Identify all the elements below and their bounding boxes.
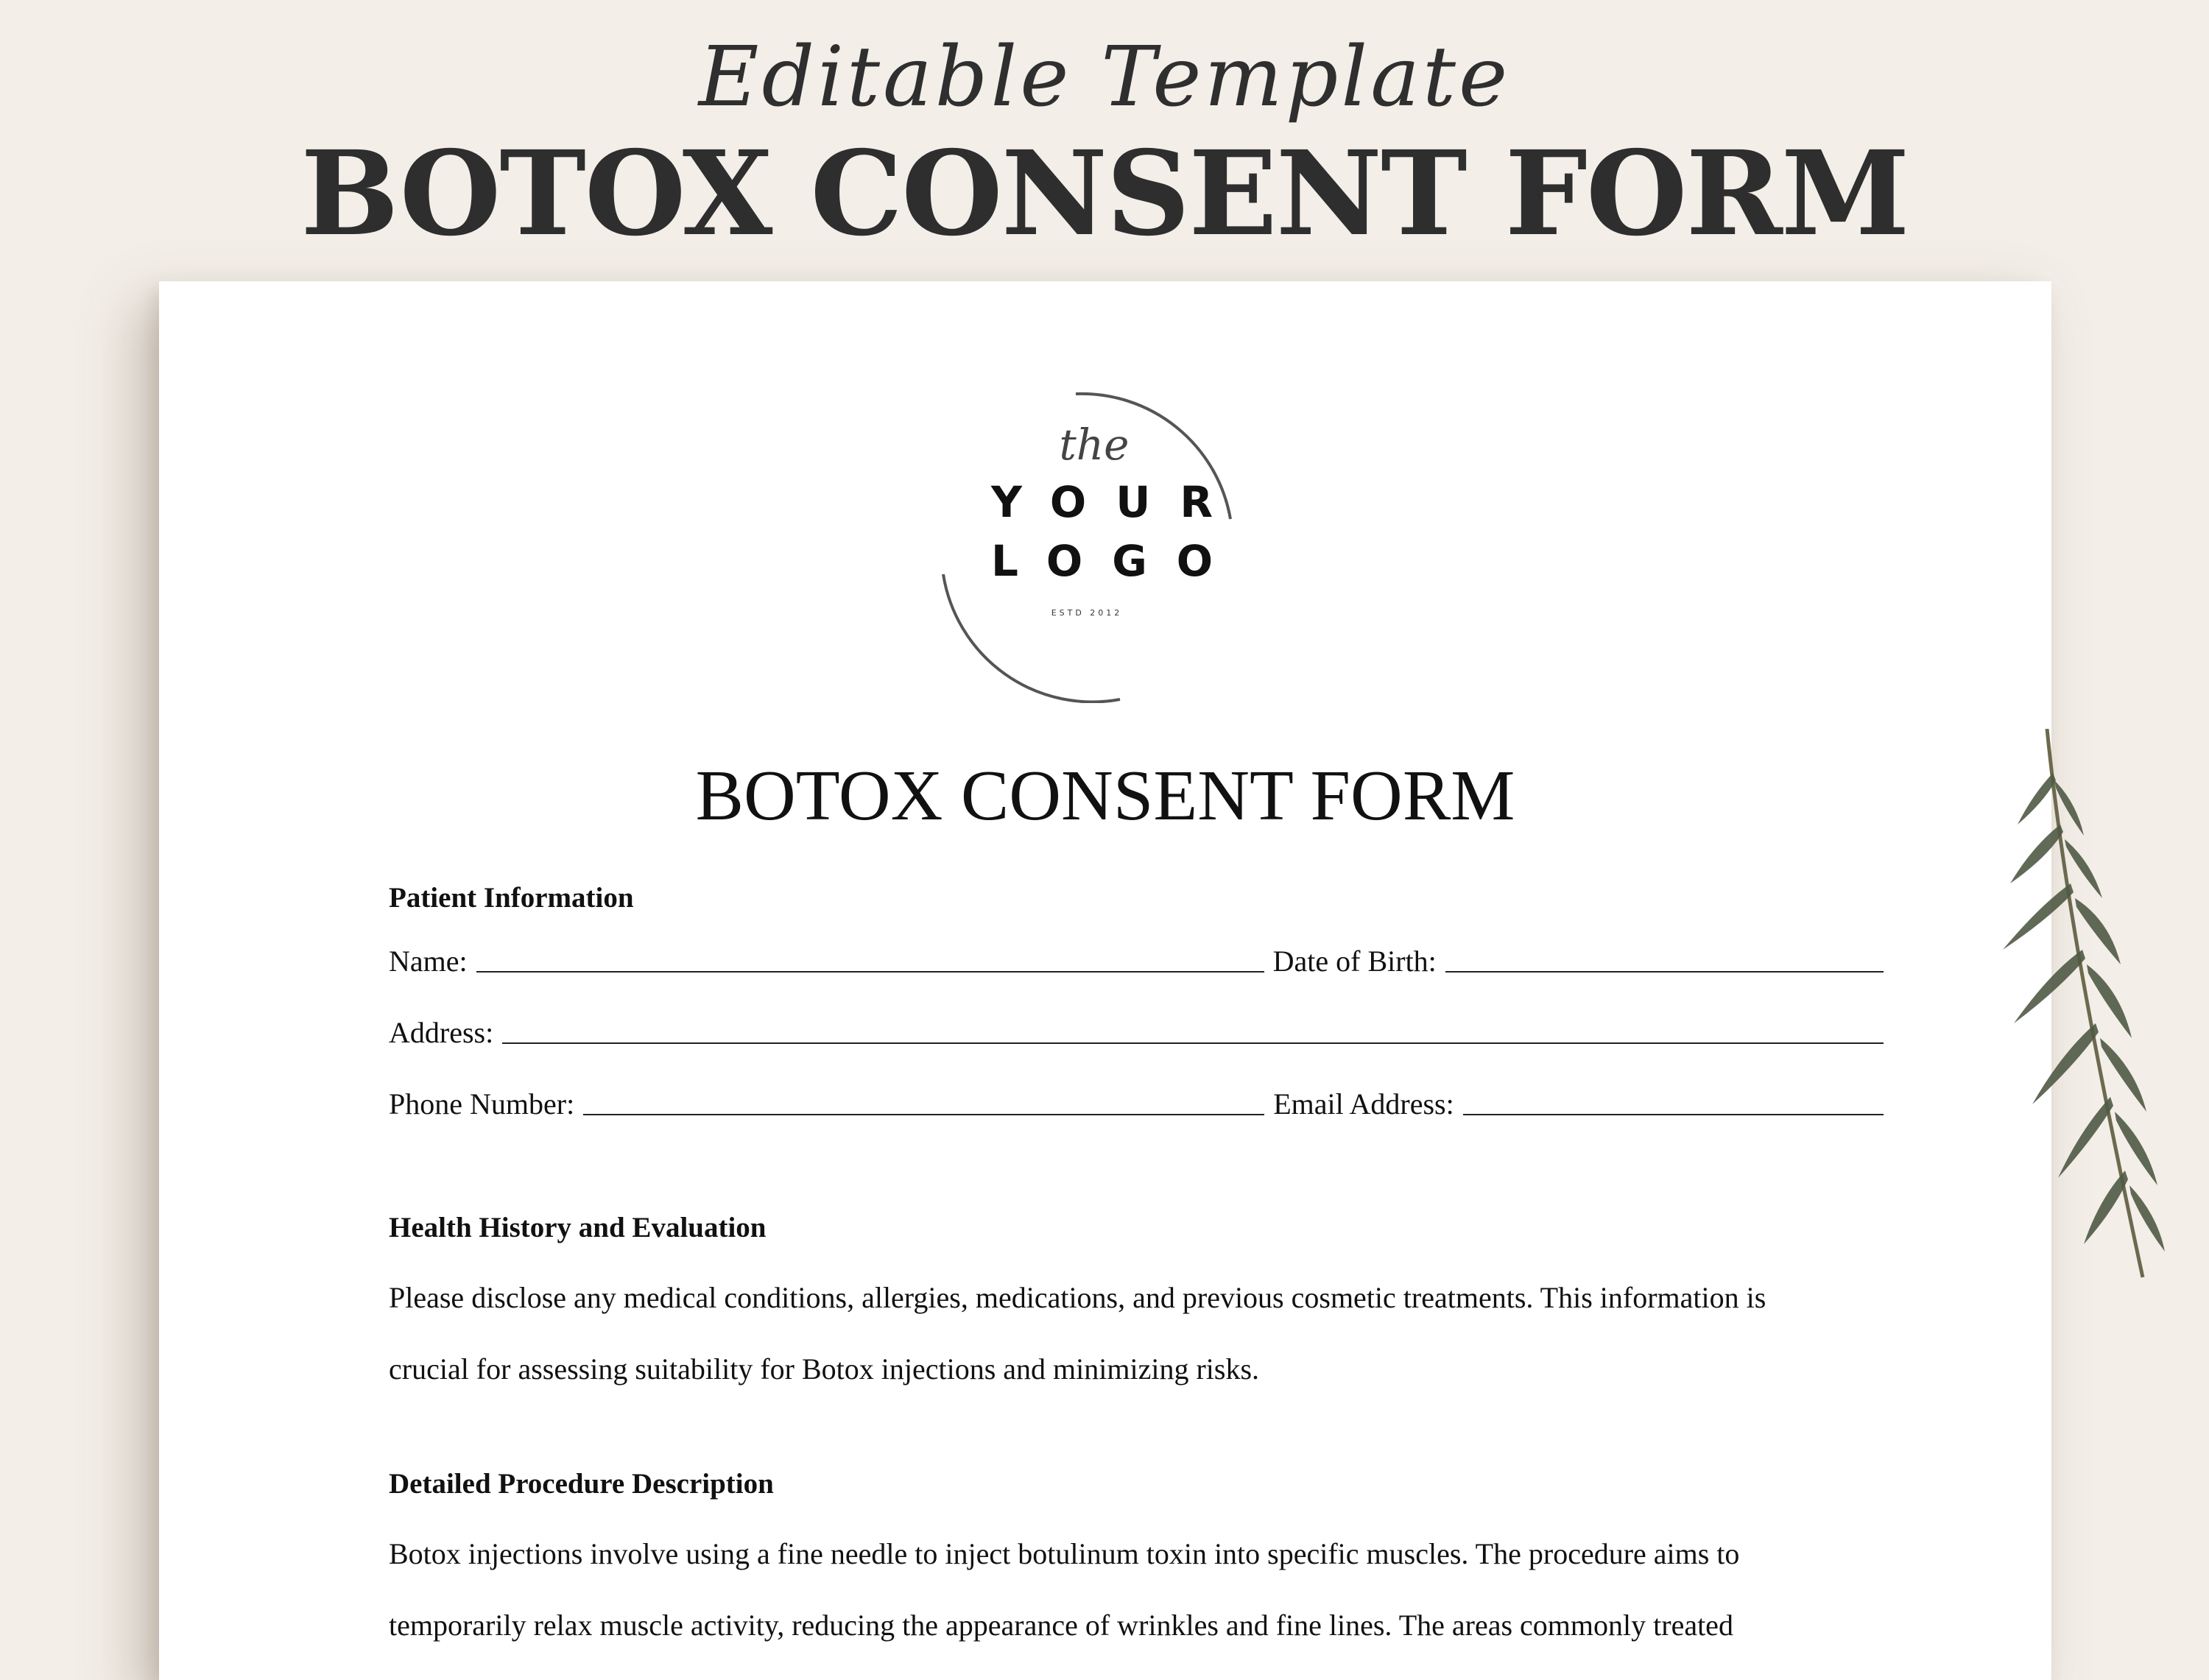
health-history-line-1: Please disclose any medical conditions, allergies, medications, and previous cosmetic treatments. This information is: [389, 1281, 1766, 1314]
logo: [940, 390, 1243, 703]
banner-title: BOTOX CONSENT FORM: [300, 126, 1909, 262]
email-field[interactable]: [1463, 1092, 1884, 1115]
health-history-line-2: crucial for assessing suitability for Botox injections and minimizing risks.: [389, 1352, 1260, 1386]
procedure-heading: Detailed Procedure Description: [389, 1468, 774, 1500]
name-dob-row: [389, 944, 1884, 978]
phone-field[interactable]: [583, 1092, 1264, 1115]
health-history-heading: Health History and Evaluation: [389, 1212, 767, 1243]
document-page: [159, 281, 2051, 1680]
procedure-line-2: temporarily relax muscle activity, reducing the appearance of wrinkles and fine lines. The areas commonly treated: [389, 1609, 1733, 1642]
phone-email-row: [389, 1087, 1884, 1121]
document-title: BOTOX CONSENT FORM: [695, 756, 1515, 836]
logo-line-1: YOUR: [991, 477, 1242, 527]
address-field[interactable]: [502, 1020, 1884, 1044]
rosemary-sprig-icon: [1988, 729, 2180, 1288]
procedure-line-1: Botox injections involve using a fine needle to inject botulinum toxin into specific muscles. The procedure aims to: [389, 1537, 1740, 1570]
address-label: Address:: [389, 1016, 494, 1049]
name-field[interactable]: [476, 949, 1264, 973]
health-history-text: [389, 1262, 1884, 1405]
logo-line-2: LOGO: [991, 536, 1243, 586]
name-label: Name:: [389, 945, 468, 978]
phone-label: Phone Number:: [389, 1087, 575, 1120]
email-label: Email Address:: [1273, 1087, 1454, 1120]
procedure-text: [389, 1518, 1884, 1661]
address-row: [389, 1015, 1884, 1050]
patient-info-heading: Patient Information: [389, 882, 634, 914]
dob-field[interactable]: [1445, 949, 1884, 973]
banner-subtitle: Editable Template: [698, 29, 1511, 125]
dob-label: Date of Birth:: [1272, 945, 1437, 978]
logo-estd: ESTD 2012: [1051, 608, 1123, 618]
logo-script-text: the: [1059, 420, 1130, 470]
